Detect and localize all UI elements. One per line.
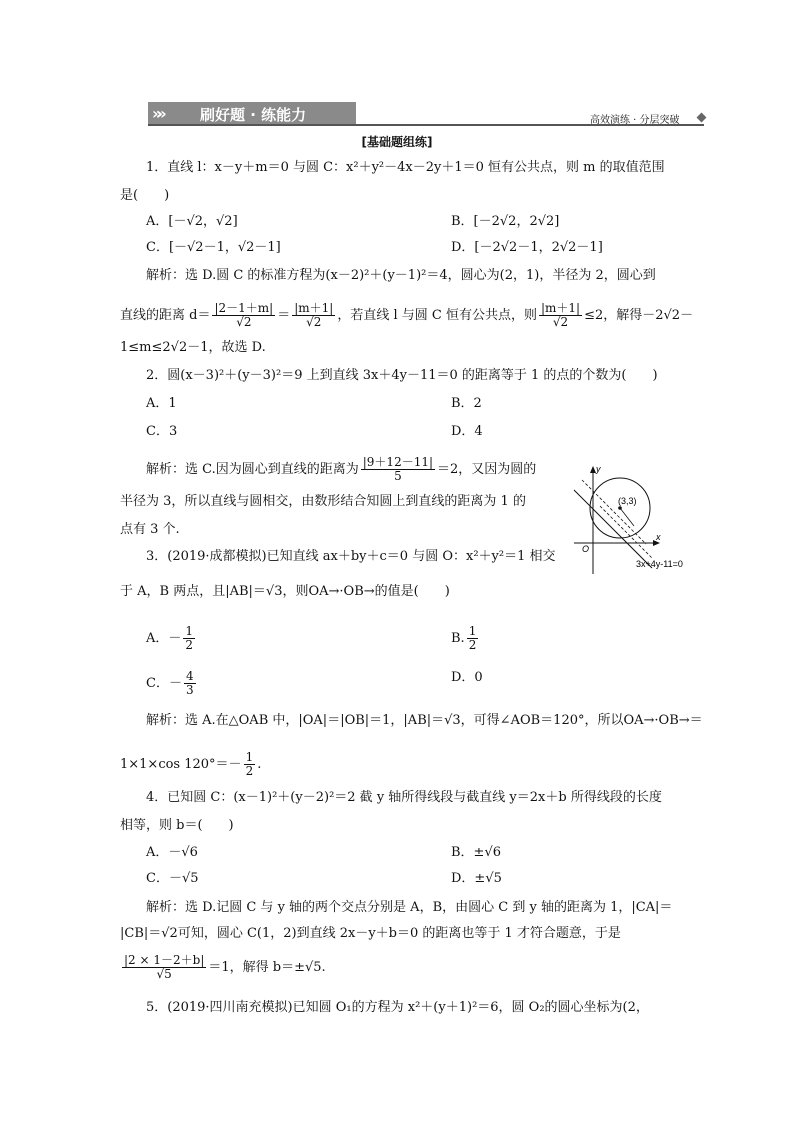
q3-c-num: 4	[185, 669, 194, 683]
q3-a-label: A．－	[146, 631, 182, 646]
q3-sol-den: 2	[245, 764, 254, 778]
q1-equals: ＝	[277, 308, 291, 323]
chevron-icon: »»	[152, 104, 161, 123]
q3-option-c	[146, 670, 198, 697]
q1-option-a: A．[－√2，√2]	[146, 214, 238, 229]
q4-solution-line1: 解析：选 D.记圆 C 与 y 轴的两个交点分别是 A，B，由圆心 C 到 y 轴的距离为 1，|CA|＝	[146, 900, 673, 915]
q2-f-num: |9＋12－11|	[362, 455, 434, 469]
q3-option-b	[451, 625, 480, 652]
q1-f2-den: √2	[306, 315, 322, 329]
q3-sol-end: .	[257, 757, 262, 772]
q3-b-label: B.	[451, 631, 465, 646]
q1-fraction-3	[539, 302, 582, 329]
q4-stem-line1: 4．已知圆 C：(x－1)²＋(y－2)²＝2 截 y 轴所得线段与截直线 y＝2x＋b 所得线段的长度	[146, 790, 662, 805]
x-label: x	[656, 532, 661, 542]
q1-fraction-1	[212, 302, 275, 329]
q3-sol-num: 1	[245, 750, 254, 764]
q3-a-frac	[183, 625, 195, 652]
q2-option-b: B．2	[451, 396, 482, 411]
q2-sol-text-b: ＝2，又因为圆的	[437, 462, 537, 477]
q1-solution-line2	[120, 302, 693, 329]
q2-solution-line3: 点有 3 个.	[120, 522, 180, 537]
line-label: 3x+4y-11=0	[636, 559, 683, 569]
q1-fraction-2	[292, 302, 335, 329]
q4-option-a: A．－√6	[146, 845, 198, 860]
q1-option-b: B．[－2√2，2√2]	[451, 214, 560, 229]
q1-sol-text-c: ≤2，解得－2√2－	[584, 308, 694, 323]
header-subtitle: 高效演练 · 分层突破	[590, 115, 680, 126]
q3-b-num: 1	[468, 624, 477, 638]
q4-f-den: √5	[156, 967, 172, 981]
q2-solution-line2: 半径为 3，所以直线与圆相交，由数形结合知圆上到直线的距离为 1 的	[120, 494, 526, 509]
q4-option-b: B．±√6	[451, 845, 502, 860]
q2-option-a: A．1	[146, 396, 177, 411]
q1-sol-text-b: ，若直线 l 与圆 C 恒有公共点，则	[337, 308, 537, 323]
q1-f2-num: |m＋1|	[294, 301, 334, 315]
q2-stem: 2．圆(x－3)²＋(y－3)²＝9 上到直线 3x＋4y－11＝0 的距离等于 1 的点的个数为( )	[146, 368, 658, 383]
q1-stem-line2: 是( )	[120, 188, 170, 203]
radius-segment	[620, 508, 634, 526]
q1-f3-num: |m＋1|	[540, 301, 581, 315]
q2-option-d: D．4	[451, 424, 483, 439]
header-title: 刷好题 · 练能力	[200, 106, 307, 124]
q4-solution-line2: |CB|＝√2可知，圆心 C(1，2)到直线 2x－y＋b＝0 的距离也等于 1 才符合题意，于是	[120, 926, 621, 941]
q3-a-den: 2	[185, 638, 194, 652]
q3-stem-line2: 于 A，B 两点，且|AB|＝√3，则OA→·OB→的值是( )	[120, 584, 450, 599]
line-3x4y	[574, 490, 652, 568]
q3-a-num: 1	[185, 624, 194, 638]
q4-f-num: |2 × 1－2＋b|	[124, 953, 205, 967]
q1-f3-den: √2	[552, 315, 569, 329]
q1-option-d: D．[－2√2－1，2√2－1]	[451, 240, 603, 255]
parallel-line-upper	[582, 480, 646, 544]
q2-option-c: C．3	[146, 424, 178, 439]
q3-sol-text: 1×1×cos 120°＝－	[120, 757, 242, 772]
q4-option-c: C．－√5	[146, 871, 199, 886]
q3-b-frac	[467, 625, 479, 652]
q2-fraction	[361, 456, 435, 483]
parallel-line-lower	[600, 506, 652, 558]
q2-solution-line1	[146, 456, 536, 483]
q1-f1-den: √2	[236, 315, 252, 329]
section-title: [基础题组练]	[361, 135, 433, 149]
q1-option-c: C．[－√2－1，√2－1]	[146, 240, 281, 255]
q3-c-label: C．－	[146, 676, 182, 691]
origin-label: O	[582, 544, 590, 554]
q1-f1-num: |2－1＋m|	[214, 301, 274, 315]
q3-sol-frac	[244, 751, 256, 778]
q4-option-d: D．±√5	[451, 871, 502, 886]
q1-solution-line3: 1≤m≤2√2－1，故选 D.	[120, 340, 266, 355]
q4-fraction	[122, 954, 206, 981]
q3-stem-line1: 3．(2019·成都模拟)已知直线 ax＋by＋c＝0 与圆 O：x²＋y²＝1 相交	[146, 549, 556, 564]
q4-sol-text: ＝1，解得 b＝±√5.	[208, 960, 326, 975]
q3-c-den: 3	[185, 683, 194, 697]
q1-solution-line1: 解析：选 D.圆 C 的标准方程为(x－2)²＋(y－1)²＝4，圆心为(2，1)，半径为 2，圆心到	[146, 268, 656, 283]
header-banner	[148, 102, 356, 126]
q4-solution-line3	[120, 954, 326, 981]
q3-b-den: 2	[468, 638, 477, 652]
y-label: y	[596, 464, 601, 474]
q3-c-frac	[184, 670, 196, 697]
diamond-icon	[697, 113, 707, 123]
center-label: (3,3)	[618, 496, 637, 506]
circle-line-figure	[560, 460, 720, 580]
q3-solution-line2	[120, 751, 261, 778]
q3-solution-line1: 解析：选 A.在△OAB 中，|OA|＝|OB|＝1，|AB|＝√3，可得∠AOB＝120°，所以OA→·OB→＝	[146, 713, 703, 728]
q5-stem-line1: 5．(2019·四川南充模拟)已知圆 O₁的方程为 x²＋(y＋1)²＝6，圆 O₂的圆心坐标为(2，	[146, 1000, 649, 1015]
q3-option-a	[146, 625, 197, 652]
q1-stem-line1: 1．直线 l：x－y＋m＝0 与圆 C：x²＋y²－4x－2y＋1＝0 恒有公共点，则 m 的取值范围	[146, 160, 665, 175]
q1-sol-text-a: 直线的距离 d＝	[120, 308, 211, 323]
q2-sol-text-a: 解析：选 C.因为圆心到直线的距离为	[146, 462, 359, 477]
q2-f-den: 5	[394, 469, 402, 483]
q4-stem-line2: 相等，则 b＝( )	[120, 818, 234, 833]
q3-option-d: D．0	[451, 670, 483, 685]
